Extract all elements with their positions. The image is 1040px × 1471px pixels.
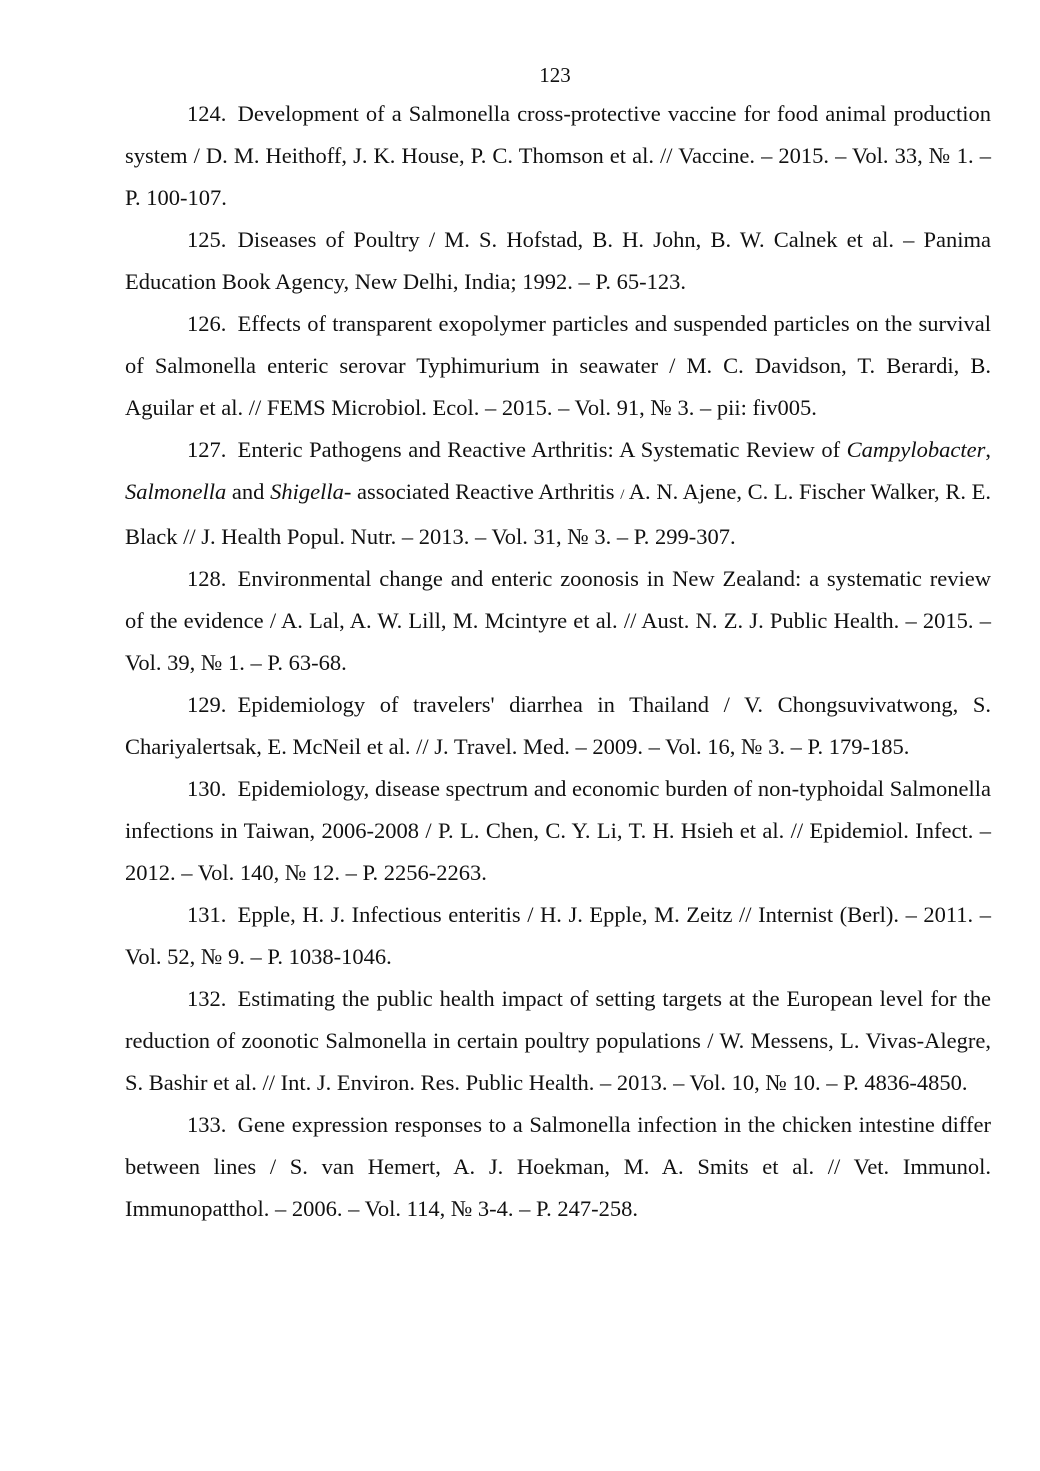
reference-number: 128. <box>187 566 227 591</box>
reference-entry <box>125 429 991 558</box>
reference-italic-text: Shigella <box>270 479 344 504</box>
reference-entry <box>125 894 991 978</box>
reference-number: 130. <box>187 776 227 801</box>
reference-entry <box>125 303 991 429</box>
reference-number: 131. <box>187 902 227 927</box>
reference-text: Epple, H. J. Infectious enteritis / H. J. Epple, M. Zeitz // Internist (Berl). – 2011. – Vol. 52, № 9. – P. 1038-1046. <box>125 902 991 969</box>
reference-number: 129. <box>187 692 227 717</box>
reference-text: Development of a Salmonella cross-protective vaccine for food animal production system / D. M. Heithoff, J. K. House, P. C. Thomson et al. // Vaccine. – 2015. – Vol. 33, № 1. – P. 100-107. <box>125 101 991 210</box>
reference-number: 124. <box>187 101 227 126</box>
reference-entry <box>125 219 991 303</box>
reference-number: 132. <box>187 986 227 1011</box>
reference-entry <box>125 1104 991 1230</box>
reference-italic-text: Salmonella <box>125 479 227 504</box>
reference-text: Environmental change and enteric zoonosis in New Zealand: a systematic review of the evidence / A. Lal, A. W. Lill, M. Mcintyre et al. // Aust. N. Z. J. Public Health. – 2015. – Vol. 39, № 1. – P. 63-68. <box>125 566 991 675</box>
reference-number: 127. <box>187 437 227 462</box>
reference-number: 133. <box>187 1112 227 1137</box>
reference-entry <box>125 978 991 1104</box>
page-number: 123 <box>539 63 571 87</box>
reference-list <box>125 93 991 1230</box>
reference-text: / <box>620 487 625 503</box>
reference-italic-text: Campylobacter <box>846 437 986 462</box>
reference-number: 125. <box>187 227 227 252</box>
reference-text: Gene expression responses to a Salmonella infection in the chicken intestine differ between lines / S. van Hemert, A. J. Hoekman, M. A. Smits et al. // Vet. Immunol. Immunopatthol. – 2006. – Vol. 114, № 3-4. – P. 247-258. <box>125 1112 991 1221</box>
reference-entry <box>125 768 991 894</box>
reference-text: Estimating the public health impact of setting targets at the European level for the reduction of zoonotic Salmonella in certain poultry populations / W. Messens, L. Vivas-Alegre, S. Bashir et al. // Int. J. Environ. Res. Public Health. – 2013. – Vol. 10, № 10. – P. 4836-4850. <box>125 986 991 1095</box>
reference-entry <box>125 558 991 684</box>
reference-text: - associated Reactive Arthritis <box>343 479 621 504</box>
reference-text: Diseases of Poultry / M. S. Hofstad, B. H. John, B. W. Calnek et al. – Panima Education Book Agency, New Delhi, India; 1992. – P. 65-123. <box>125 227 991 294</box>
reference-number: 126. <box>187 311 227 336</box>
reference-entry <box>125 684 991 768</box>
reference-entry <box>125 93 991 219</box>
reference-text: Epidemiology, disease spectrum and economic burden of non-typhoidal Salmonella infections in Taiwan, 2006-2008 / P. L. Chen, C. Y. Li, T. H. Hsieh et al. // Epidemiol. Infect. – 2012. – Vol. 140, № 12. – P. 2256-2263. <box>125 776 991 885</box>
reference-text: Effects of transparent exopolymer particles and suspended particles on the survival of Salmonella enteric serovar Typhimurium in seawater / M. C. Davidson, T. Berardi, B. Aguilar et al. // FEMS Microbiol. Ecol. – 2015. – Vol. 91, № 3. – pii: fiv005. <box>125 311 991 420</box>
reference-text: Enteric Pathogens and Reactive Arthritis: A Systematic Review of <box>237 437 847 462</box>
reference-text: A. N. Ajene, C. L. Fischer Walker, R. E. Black // J. Health Popul. Nutr. – 2013. – Vol. 31, № 3. – P. 299-307. <box>125 479 991 549</box>
reference-text: Epidemiology of travelers' diarrhea in Thailand / V. Chongsuvivatwong, S. Chariyalertsak, E. McNeil et al. // J. Travel. Med. – 2009. – Vol. 16, № 3. – P. 179-185. <box>125 692 991 759</box>
reference-text: and <box>226 479 271 504</box>
reference-text: , <box>985 437 991 462</box>
